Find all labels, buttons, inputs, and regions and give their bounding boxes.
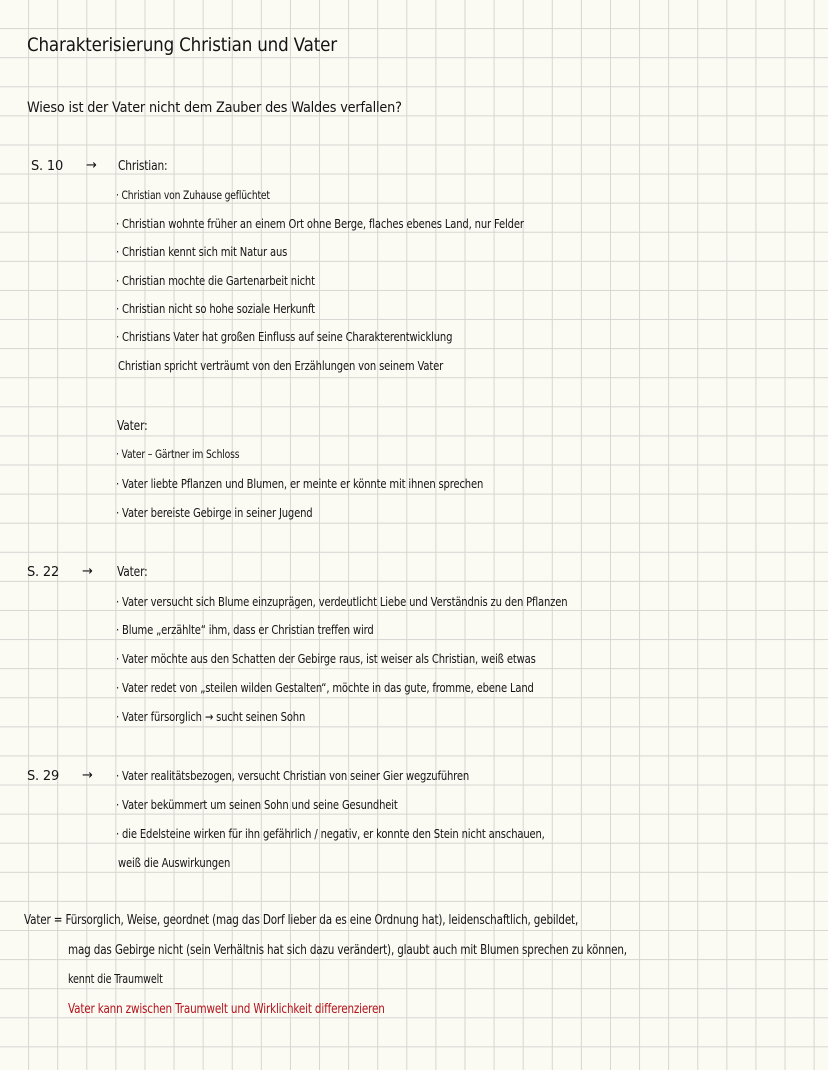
list-item: · Vater realitätsbezogen, versucht Christian von seiner Gier wegzuführen bbox=[116, 768, 470, 783]
list-item: · Christian nicht so hohe soziale Herkunft bbox=[116, 301, 315, 316]
list-item: · Vater bereiste Gebirge in seiner Jugend bbox=[116, 505, 313, 520]
list-item: · die Edelsteine wirken für ihn gefährlich / negativ, er konnte den Stein nicht anschauen, bbox=[116, 826, 545, 841]
summary-line: mag das Gebirge nicht (sein Verhältnis hat sich dazu verändert), glaubt auch mit Blumen sprechen zu können, bbox=[68, 943, 627, 958]
arrow-icon: → bbox=[82, 564, 93, 579]
page-reference-s22: S. 22 bbox=[27, 565, 60, 580]
page-reference-s10: S. 10 bbox=[31, 159, 64, 174]
list-item: · Blume „erzählte“ ihm, dass er Christian treffen wird bbox=[116, 622, 374, 637]
guiding-question: Wieso ist der Vater nicht dem Zauber des Waldes verfallen? bbox=[27, 100, 402, 116]
list-item: · Vater fürsorglich → sucht seinen Sohn bbox=[116, 709, 306, 724]
list-item: · Christian mochte die Gartenarbeit nicht bbox=[116, 273, 315, 288]
list-item: · Vater möchte aus den Schatten der Gebirge raus, ist weiser als Christian, weiß etwas bbox=[116, 651, 536, 666]
list-item: · Vater liebte Pflanzen und Blumen, er meinte er könnte mit ihnen sprechen bbox=[116, 476, 484, 491]
list-item: · Vater versucht sich Blume einzuprägen, verdeutlicht Liebe und Verständnis zu den Pflanzen bbox=[116, 594, 568, 609]
list-item: weiß die Auswirkungen bbox=[118, 855, 231, 870]
page-title: Charakterisierung Christian und Vater bbox=[27, 34, 337, 56]
list-item: · Vater bekümmert um seinen Sohn und seine Gesundheit bbox=[116, 797, 398, 812]
section-heading-vater: Vater: bbox=[117, 419, 148, 434]
section-heading-christian: Christian: bbox=[118, 159, 168, 174]
list-item: · Vater – Gärtner im Schloss bbox=[116, 447, 240, 461]
section-heading-vater: Vater: bbox=[117, 565, 148, 580]
arrow-icon: → bbox=[86, 158, 97, 173]
list-item: · Christian wohnte früher an einem Ort ohne Berge, flaches ebenes Land, nur Felder bbox=[116, 216, 524, 231]
summary-line: kennt die Traumwelt bbox=[68, 972, 163, 986]
page-reference-s29: S. 29 bbox=[27, 769, 60, 784]
arrow-icon: → bbox=[82, 768, 93, 783]
list-item: · Christian von Zuhause geflüchtet bbox=[116, 188, 270, 202]
list-item: Christian spricht verträumt von den Erzählungen von seinem Vater bbox=[118, 358, 444, 373]
list-item: · Christian kennt sich mit Natur aus bbox=[116, 244, 288, 259]
conclusion-highlight: Vater kann zwischen Traumwelt und Wirklichkeit differenzieren bbox=[68, 1002, 385, 1017]
list-item: · Vater redet von „steilen wilden Gestalten“, möchte in das gute, fromme, ebene Land bbox=[116, 680, 534, 695]
summary-line: Vater = Fürsorglich, Weise, geordnet (mag das Dorf lieber da es eine Ordnung hat), leidenschaftlich, gebildet, bbox=[24, 913, 579, 928]
list-item: · Christians Vater hat großen Einfluss auf seine Charakterentwicklung bbox=[116, 329, 453, 344]
